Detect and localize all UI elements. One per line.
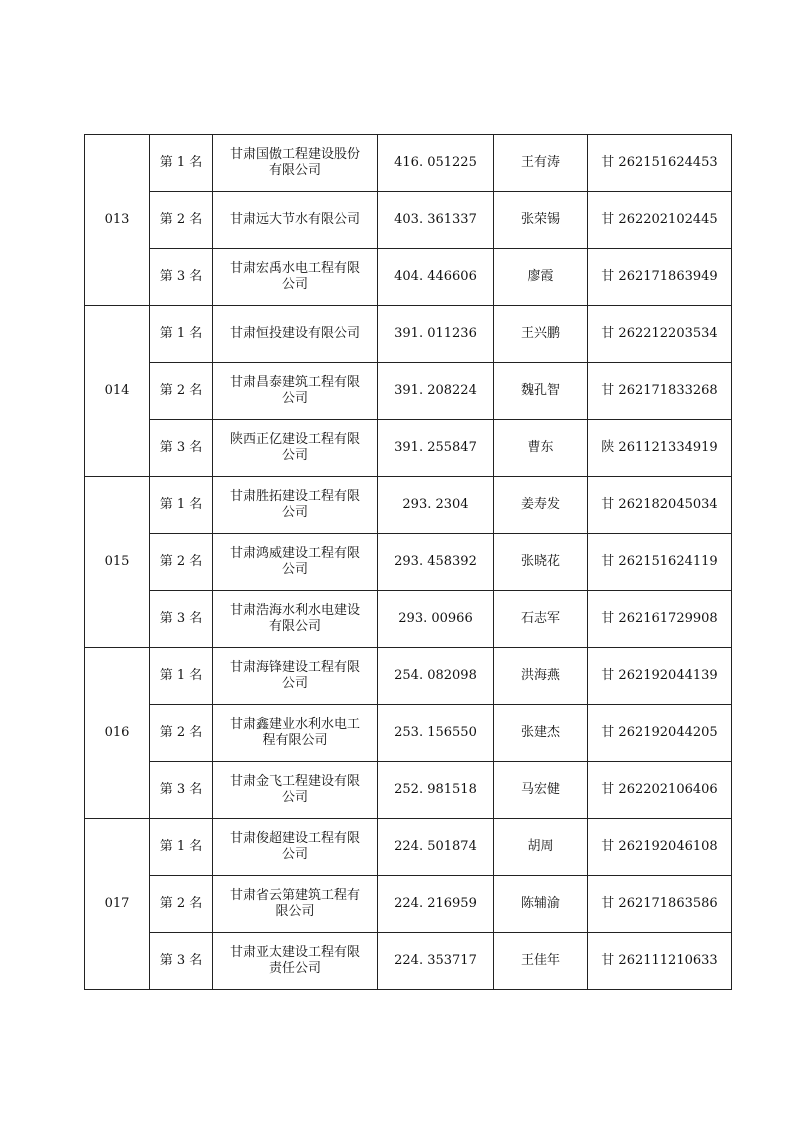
certificate-cell: 甘 262182045034 xyxy=(588,477,732,534)
score-cell: 252. 981518 xyxy=(378,762,494,819)
company-cell xyxy=(213,819,378,876)
company-cell xyxy=(213,705,378,762)
score-cell: 224. 501874 xyxy=(378,819,494,876)
rank-cell: 第 2 名 xyxy=(150,534,213,591)
company-name: 甘肃鸿威建设工程有限公司 xyxy=(229,546,360,577)
results-table xyxy=(84,134,732,990)
rank-cell: 第 3 名 xyxy=(150,420,213,477)
company-cell xyxy=(213,306,378,363)
table-row xyxy=(85,249,732,306)
table-row xyxy=(85,363,732,420)
company-name: 甘肃海锋建设工程有限公司 xyxy=(229,660,360,691)
company-cell xyxy=(213,135,378,192)
table-row xyxy=(85,762,732,819)
table-row xyxy=(85,135,732,192)
person-cell: 姜寿发 xyxy=(494,477,588,534)
certificate-cell: 甘 262202106406 xyxy=(588,762,732,819)
company-cell xyxy=(213,933,378,990)
certificate-cell: 甘 262151624453 xyxy=(588,135,732,192)
rank-cell: 第 1 名 xyxy=(150,477,213,534)
company-name: 甘肃远大节水有限公司 xyxy=(229,212,360,227)
company-cell xyxy=(213,192,378,249)
person-cell: 魏孔智 xyxy=(494,363,588,420)
score-cell: 391. 208224 xyxy=(378,363,494,420)
rank-cell: 第 3 名 xyxy=(150,933,213,990)
certificate-cell: 甘 262171863949 xyxy=(588,249,732,306)
company-name: 甘肃浩海水利水电建设有限公司 xyxy=(229,603,360,634)
rank-cell: 第 3 名 xyxy=(150,762,213,819)
person-cell: 张晓花 xyxy=(494,534,588,591)
company-name: 甘肃昌泰建筑工程有限公司 xyxy=(229,375,360,406)
rank-cell: 第 1 名 xyxy=(150,306,213,363)
certificate-cell: 甘 262161729908 xyxy=(588,591,732,648)
person-cell: 张荣锡 xyxy=(494,192,588,249)
company-cell xyxy=(213,534,378,591)
certificate-cell: 甘 262192044205 xyxy=(588,705,732,762)
score-cell: 224. 216959 xyxy=(378,876,494,933)
company-name: 甘肃省云第建筑工程有限公司 xyxy=(229,888,360,919)
company-cell xyxy=(213,363,378,420)
certificate-cell: 甘 262192046108 xyxy=(588,819,732,876)
person-cell: 曹东 xyxy=(494,420,588,477)
table-row xyxy=(85,534,732,591)
company-name: 陕西正亿建设工程有限公司 xyxy=(229,432,360,463)
person-cell: 胡周 xyxy=(494,819,588,876)
score-cell: 253. 156550 xyxy=(378,705,494,762)
score-cell: 293. 458392 xyxy=(378,534,494,591)
table-row xyxy=(85,819,732,876)
rank-cell: 第 2 名 xyxy=(150,876,213,933)
table-row xyxy=(85,933,732,990)
score-cell: 391. 011236 xyxy=(378,306,494,363)
certificate-cell: 甘 262192044139 xyxy=(588,648,732,705)
group-number: 015 xyxy=(85,477,150,648)
company-cell xyxy=(213,591,378,648)
rank-cell: 第 2 名 xyxy=(150,192,213,249)
rank-cell: 第 1 名 xyxy=(150,648,213,705)
table-row xyxy=(85,705,732,762)
table-row xyxy=(85,192,732,249)
score-cell: 224. 353717 xyxy=(378,933,494,990)
rank-cell: 第 3 名 xyxy=(150,591,213,648)
score-cell: 293. 2304 xyxy=(378,477,494,534)
score-cell: 403. 361337 xyxy=(378,192,494,249)
rank-cell: 第 2 名 xyxy=(150,363,213,420)
company-cell xyxy=(213,249,378,306)
company-name: 甘肃胜拓建设工程有限公司 xyxy=(229,489,360,520)
certificate-cell: 甘 262111210633 xyxy=(588,933,732,990)
table-row xyxy=(85,477,732,534)
score-cell: 391. 255847 xyxy=(378,420,494,477)
company-cell xyxy=(213,648,378,705)
company-name: 甘肃金飞工程建设有限公司 xyxy=(229,774,360,805)
group-number: 014 xyxy=(85,306,150,477)
certificate-cell: 甘 262151624119 xyxy=(588,534,732,591)
group-number: 013 xyxy=(85,135,150,306)
score-cell: 254. 082098 xyxy=(378,648,494,705)
score-cell: 416. 051225 xyxy=(378,135,494,192)
person-cell: 王有涛 xyxy=(494,135,588,192)
company-name: 甘肃国傲工程建设股份有限公司 xyxy=(229,147,360,178)
company-name: 甘肃俊超建设工程有限公司 xyxy=(229,831,360,862)
person-cell: 张建杰 xyxy=(494,705,588,762)
company-name: 甘肃恒投建设有限公司 xyxy=(229,326,360,341)
person-cell: 王佳年 xyxy=(494,933,588,990)
person-cell: 马宏健 xyxy=(494,762,588,819)
company-cell xyxy=(213,420,378,477)
certificate-cell: 甘 262171863586 xyxy=(588,876,732,933)
certificate-cell: 陕 261121334919 xyxy=(588,420,732,477)
company-cell xyxy=(213,876,378,933)
group-number: 016 xyxy=(85,648,150,819)
rank-cell: 第 1 名 xyxy=(150,135,213,192)
certificate-cell: 甘 262171833268 xyxy=(588,363,732,420)
rank-cell: 第 1 名 xyxy=(150,819,213,876)
score-cell: 404. 446606 xyxy=(378,249,494,306)
company-name: 甘肃鑫建业水利水电工程有限公司 xyxy=(229,717,360,748)
company-name: 甘肃亚太建设工程有限责任公司 xyxy=(229,945,360,976)
company-name: 甘肃宏禹水电工程有限公司 xyxy=(229,261,360,292)
rank-cell: 第 2 名 xyxy=(150,705,213,762)
certificate-cell: 甘 262212203534 xyxy=(588,306,732,363)
score-cell: 293. 00966 xyxy=(378,591,494,648)
person-cell: 廖霞 xyxy=(494,249,588,306)
person-cell: 王兴鹏 xyxy=(494,306,588,363)
table-row xyxy=(85,591,732,648)
table-row xyxy=(85,306,732,363)
table-row xyxy=(85,876,732,933)
table-row xyxy=(85,420,732,477)
company-cell xyxy=(213,477,378,534)
person-cell: 陈辅渝 xyxy=(494,876,588,933)
person-cell: 石志军 xyxy=(494,591,588,648)
certificate-cell: 甘 262202102445 xyxy=(588,192,732,249)
person-cell: 洪海燕 xyxy=(494,648,588,705)
table-row xyxy=(85,648,732,705)
rank-cell: 第 3 名 xyxy=(150,249,213,306)
company-cell xyxy=(213,762,378,819)
group-number: 017 xyxy=(85,819,150,990)
